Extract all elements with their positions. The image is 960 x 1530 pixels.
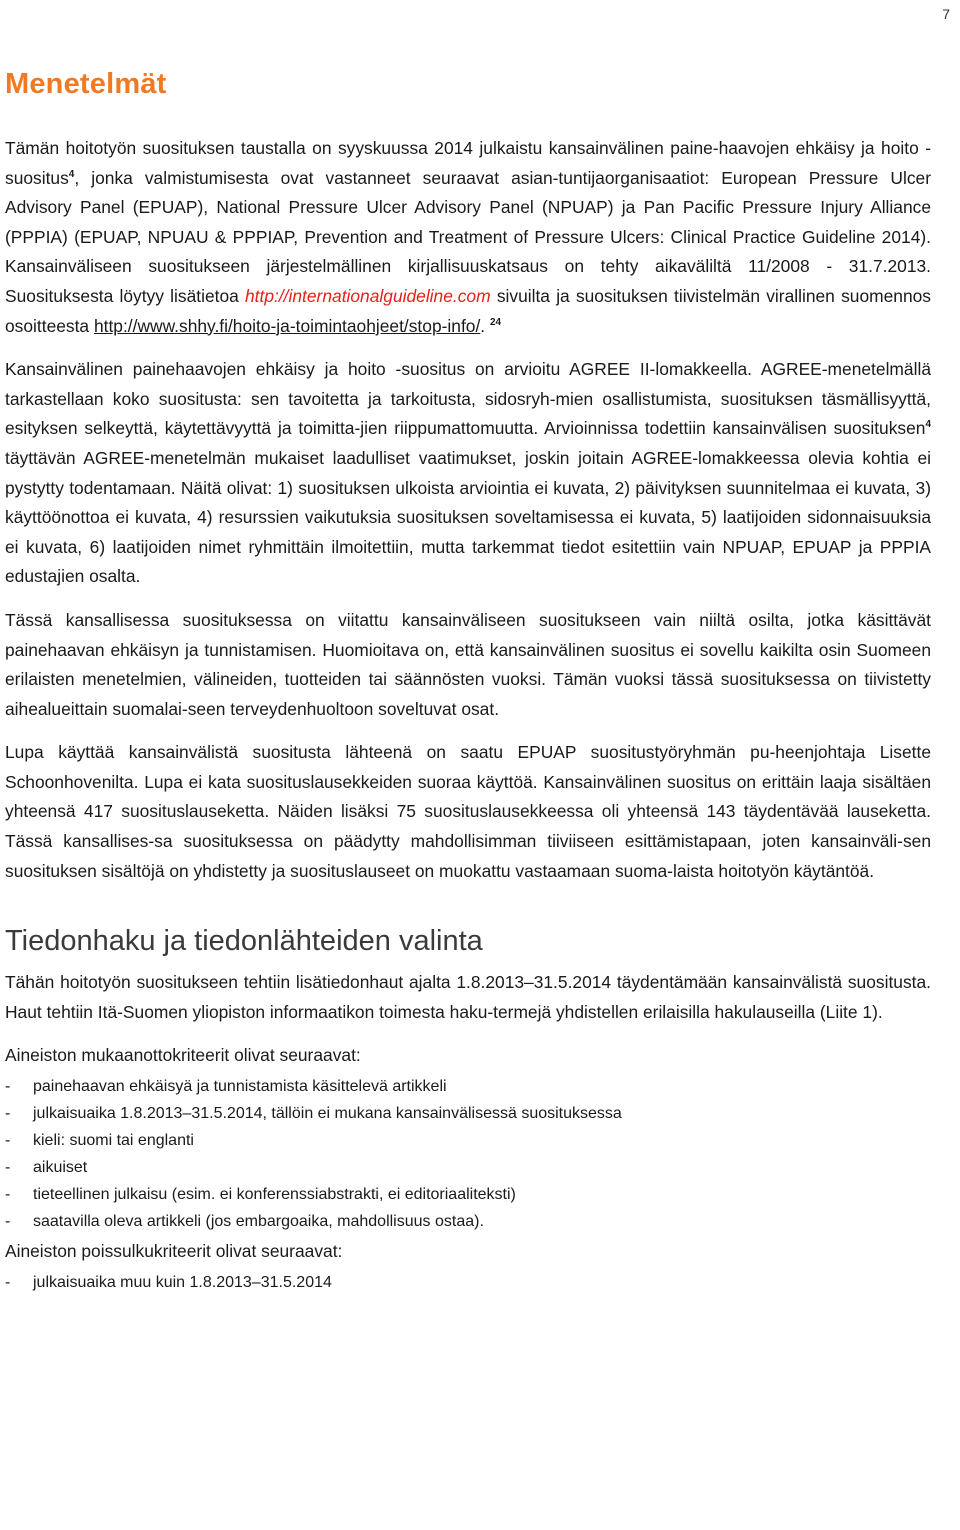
section-title: Menetelmät	[5, 68, 167, 100]
exclusion-list	[5, 1269, 931, 1296]
footnote-ref: 24	[489, 316, 502, 328]
list-item: - painehaavan ehkäisyä ja tunnistamista käsittelevä artikkeli	[5, 1078, 447, 1096]
paragraph-national-scope: Tässä kansallisessa suosituksessa on viitattu kansainväliseen suositukseen vain niiltä osilta, jotka käsittävät painehaavan ehkäisyn ja tunnistamisen. Huomioitava on, että kansainvälinen suositus ei sovellu kaikilta osin Suomeen erilaisten menetelmien, välineiden, tuotteiden tai säännösten vuoksi. Tämän vuoksi tässä suosituksessa on tiivistetty aihealueittain suomalai-seen terveydenhuoltoon soveltuvat osat.	[5, 609, 931, 719]
footnote-ref: 4	[925, 419, 931, 431]
document-body	[5, 0, 931, 1298]
inclusion-heading: Aineiston mukaanottokriteerit olivat seuraavat:	[5, 1045, 361, 1066]
list-item: - kieli: suomi tai englanti	[5, 1132, 194, 1150]
page-number: 7	[942, 6, 950, 22]
footnote-ref: 4	[68, 168, 75, 180]
text: Kansainvälinen painehaavojen ehkäisy ja hoito -suositus on arvioitu AGREE II-lomakkeella. AGREE-menetelmällä tarkastellaan koko suositusta: sen tavoitetta ja tarkoitusta, sidosryh-mien osallistumista, suosituksen täsmällisyyttä, esityksen selkeyttä, käytettävyyttä ja toimitta-jien riippumattomuutta. Arvioinnissa todettiin kansainvälisen suosituksen	[5, 359, 931, 439]
list-item: - saatavilla oleva artikkeli (jos embargoaika, mahdollisuus ostaa).	[5, 1213, 484, 1231]
paragraph-agree	[5, 355, 931, 592]
text: sivuilta ja suosituksen tiivistelmän virallinen suomennos osoitteesta	[5, 285, 931, 336]
text: Tämän hoitotyön suosituksen taustalla on syyskuussa 2014 julkaistu kansainvälinen paine-haavojen ehkäisy ja hoito -suositus	[5, 138, 931, 188]
list-item: - julkaisuaika muu kuin 1.8.2013–31.5.2014	[5, 1273, 332, 1291]
paragraph-permission: Lupa käyttää kansainvälistä suositusta lähteenä on saatu EPUAP suositustyöryhmän pu-heenjohtaja Lisette Schoonhovenilta. Lupa ei kata suosituslausekkeiden suoraa käyttöä. Kansainvälinen suositus on erittäin laaja sisältäen yhteensä 417 suosituslauseketta. Näiden lisäksi 75 suosituslausekkeessa oli yhteensä 143 täydentävää lauseketta. Tässä kansallises-sa suosituksessa on päädytty mahdollisimman tiiviiseen esittämistapaan, joten kansainväli-sen suosituksen sisältöjä on yhdistetty ja suosituslauseet on muokattu vastaamaan suoma-laista hoitotyön käytäntöä.	[5, 742, 931, 881]
paragraph-background	[5, 134, 931, 341]
text: .	[480, 315, 490, 336]
inclusion-list	[5, 1073, 931, 1235]
list-item: - tieteellinen julkaisu (esim. ei konferenssiabstrakti, ei editoriaaliteksti)	[5, 1186, 516, 1204]
text: täyttävän AGREE-menetelmän mukaiset laadulliset vaatimukset, joskin joitain AGREE-lomakkeessa olevia kohtia ei pystytty todentamaan. Näitä olivat: 1) suosituksen ulkoista arviointia ei kuvata, 2) päivityksen suunnitelmaa ei kuvata, 3) käyttöönottoa ei kuvata, 4) resurssien vaikutuksia suosituksen soveltamisessa ei kuvata, 5) laatijoiden sidonnaisuuksia ei kuvata, 6) laatijoiden nimet ryhmittäin ilmoitettiin, mutta tarkemmat tiedot esitettiin vain NPUAP, EPUAP ja PPPIA edustajien osalta.	[5, 447, 931, 587]
guideline-link[interactable]: http://internationalguideline.com	[245, 285, 491, 306]
list-item: - aikuiset	[5, 1159, 88, 1177]
list-item: - julkaisuaika 1.8.2013–31.5.2014, tällöin ei mukana kansainvälisessä suosituksessa	[5, 1105, 622, 1123]
exclusion-heading: Aineiston poissulkukriteerit olivat seuraavat:	[5, 1241, 343, 1262]
stop-info-link[interactable]: http://www.shhy.fi/hoito-ja-toimintaohjeet/stop-info/	[93, 315, 481, 336]
paragraph-search: Tähän hoitotyön suositukseen tehtiin lisätiedonhaut ajalta 1.8.2013–31.5.2014 täydentämään kansainvälistä suositusta. Haut tehtiin Itä-Suomen yliopiston informaatikon toimesta haku-termejä yhdistellen erilaisilla hakulauseilla (Liite 1).	[5, 972, 931, 1022]
subsection-title: Tiedonhaku ja tiedonlähteiden valinta	[5, 925, 483, 958]
text: , jonka valmistumisesta ovat vastanneet seuraavat asian-tuntijaorganisaatiot: European Pressure Ulcer Advisory Panel (EPUAP), National Pressure Ulcer Advisory Panel (NPUAP) ja Pan Pacific Pressure Injury Alliance (PPPIA) (EPUAP, NPUAU & PPPIAP, Prevention and Treatment of Pressure Ulcers: Clinical Practice Guideline 2014). Kansainväliseen suositukseen järjestelmällinen kirjallisuuskatsaus on tehty aikaväliltä 11/2008 - 31.7.2013. Suosituksesta löytyy lisätietoa	[5, 167, 931, 306]
